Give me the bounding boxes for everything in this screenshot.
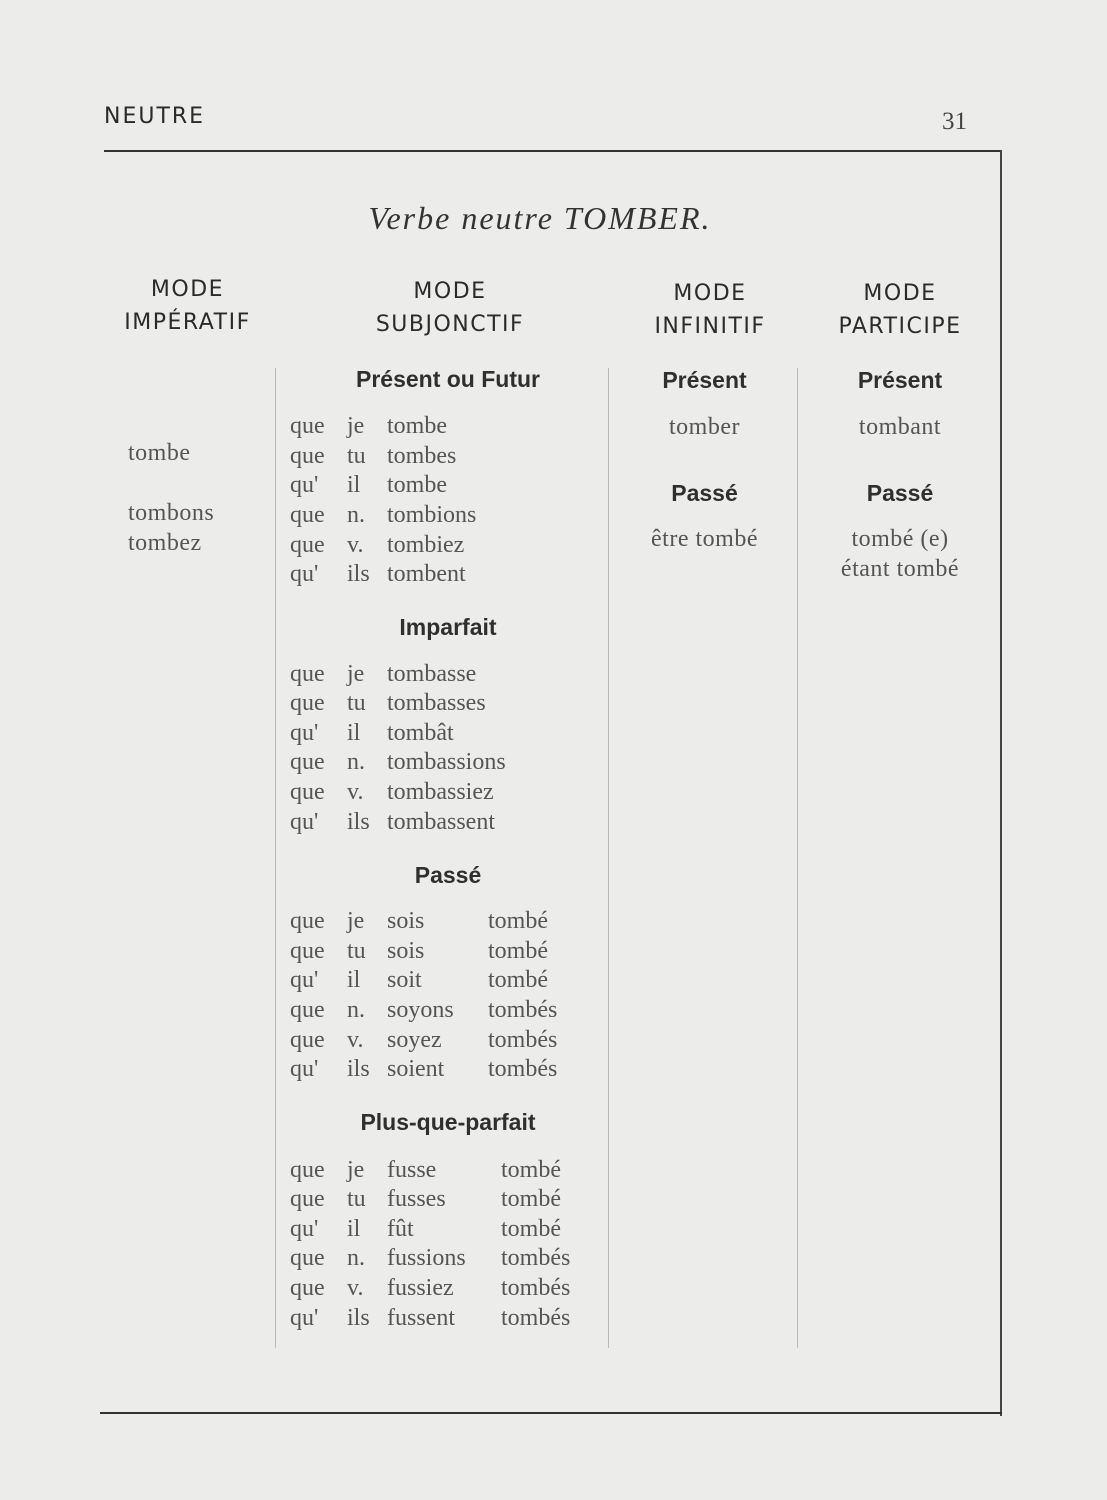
infinitif-passe-heading: Passé [671, 480, 738, 506]
conj-aux: fût [387, 1216, 414, 1242]
conj-word: qu' [290, 1216, 319, 1242]
conj-verb: tombe [387, 413, 447, 439]
conj-participle: tombé [501, 1157, 561, 1183]
conj-pronoun: je [347, 908, 365, 934]
conj-participle: tombé [501, 1186, 561, 1212]
conj-word: qu' [290, 809, 319, 835]
conj-pronoun: v. [347, 1275, 364, 1301]
conj-word: que [290, 749, 325, 775]
conj-pronoun: je [347, 1157, 365, 1183]
conj-aux: fusses [387, 1186, 446, 1212]
conj-pronoun: il [347, 967, 361, 993]
conj-pronoun: tu [347, 443, 366, 469]
conj-word: que [290, 1186, 325, 1212]
conj-verb: tombassiez [387, 779, 494, 805]
conj-pronoun: v. [347, 1027, 364, 1053]
conj-pronoun: tu [347, 690, 366, 716]
mode-name: SUBJONCTIF [375, 312, 525, 337]
conj-participle: tombés [488, 1027, 558, 1053]
conj-pronoun: ils [347, 1305, 370, 1331]
conj-pronoun: je [347, 661, 365, 687]
page-number: 31 [942, 108, 967, 135]
conj-pronoun: tu [347, 938, 366, 964]
conj-word: qu' [290, 472, 319, 498]
section-heading-imparfait: Imparfait [399, 614, 497, 640]
conj-verb: tombent [387, 561, 466, 587]
conj-pronoun: tu [347, 1186, 366, 1212]
conj-participle: tombé [501, 1216, 561, 1242]
conj-participle: tombés [488, 997, 558, 1023]
conj-aux: sois [387, 908, 425, 934]
conj-word: que [290, 1157, 325, 1183]
conj-pronoun: v. [347, 532, 364, 558]
participe-present-form: tombant [858, 414, 942, 440]
conj-word: que [290, 661, 325, 687]
imperatif-form: tombe [128, 440, 191, 466]
conj-word: que [290, 502, 325, 528]
mode-name: IMPÉRATIF [124, 310, 251, 335]
conj-pronoun: ils [347, 1056, 370, 1082]
conj-verb: tombasse [387, 661, 477, 687]
infinitif-passe-form: être tombé [651, 526, 758, 552]
section-heading-plus-que-parfait: Plus-que-parfait [360, 1109, 536, 1135]
column-separator [797, 368, 798, 1348]
conj-word: que [290, 690, 325, 716]
mode-label: MODE [863, 281, 937, 306]
conj-aux: fusse [387, 1157, 437, 1183]
conj-pronoun: je [347, 413, 365, 439]
participe-passe-form: tombé (e) [851, 526, 949, 552]
bottom-rule [100, 1412, 1002, 1414]
section-heading-present: Présent ou Futur [355, 366, 540, 392]
mode-label: MODE [150, 277, 225, 302]
participe-present-heading: Présent [857, 367, 943, 393]
conj-aux: soient [387, 1056, 445, 1082]
conj-aux: fussions [387, 1245, 466, 1271]
section-heading-passe: Passé [414, 862, 482, 888]
column-heading-participe [810, 277, 990, 343]
conj-verb: tombes [387, 443, 457, 469]
conj-pronoun: n. [347, 749, 365, 775]
conj-word: qu' [290, 720, 319, 746]
conj-participle: tombé [488, 938, 548, 964]
conj-pronoun: v. [347, 779, 364, 805]
conj-verb: tombions [387, 502, 477, 528]
column-separator [608, 368, 609, 1348]
conj-participle: tombés [488, 1056, 558, 1082]
conj-word: que [290, 413, 325, 439]
column-heading-imperatif [95, 273, 280, 339]
conj-pronoun: il [347, 720, 361, 746]
conj-verb: tombassions [387, 749, 506, 775]
conj-verb: tombât [387, 720, 454, 746]
conj-word: que [290, 1245, 325, 1271]
page-title: Verbe neutre TOMBER. [368, 200, 712, 236]
conj-pronoun: ils [347, 561, 370, 587]
conj-word: que [290, 1027, 325, 1053]
conj-word: que [290, 908, 325, 934]
conj-word: que [290, 532, 325, 558]
mode-label: MODE [413, 279, 487, 304]
conj-verb: tombasses [387, 690, 486, 716]
conj-aux: fussiez [387, 1275, 454, 1301]
infinitif-present-form: tomber [669, 414, 740, 440]
conj-pronoun: il [347, 1216, 361, 1242]
conj-word: qu' [290, 1305, 319, 1331]
conj-aux: soit [387, 967, 422, 993]
conj-word: que [290, 779, 325, 805]
imperatif-form: tombez [128, 530, 202, 556]
conj-aux: sois [387, 938, 425, 964]
conj-participle: tombés [501, 1305, 571, 1331]
mode-name: PARTICIPE [838, 314, 962, 339]
conj-aux: fussent [387, 1305, 455, 1331]
conj-word: que [290, 997, 325, 1023]
conj-participle: tombé [488, 908, 548, 934]
conj-word: qu' [290, 561, 319, 587]
conj-participle: tombés [501, 1245, 571, 1271]
conj-word: qu' [290, 1056, 319, 1082]
conj-aux: soyez [387, 1027, 442, 1053]
conj-verb: tombassent [387, 809, 495, 835]
conj-pronoun: n. [347, 1245, 365, 1271]
conj-word: que [290, 1275, 325, 1301]
conj-word: qu' [290, 967, 319, 993]
infinitif-present-heading: Présent [662, 367, 747, 393]
conj-pronoun: ils [347, 809, 370, 835]
conj-pronoun: n. [347, 997, 365, 1023]
mode-name: INFINITIF [654, 314, 766, 339]
conj-participle: tombé [488, 967, 548, 993]
column-heading-infinitif [625, 277, 795, 343]
participe-passe-heading: Passé [866, 480, 934, 506]
conj-word: que [290, 443, 325, 469]
conj-verb: tombiez [387, 532, 465, 558]
column-separator [275, 368, 276, 1348]
conj-pronoun: il [347, 472, 361, 498]
participe-passe-form: étant tombé [840, 556, 960, 582]
running-header: NEUTRE [104, 104, 206, 129]
conj-participle: tombés [501, 1275, 571, 1301]
conj-verb: tombe [387, 472, 447, 498]
conj-aux: soyons [387, 997, 454, 1023]
top-rule [104, 150, 1002, 152]
imperatif-form: tombons [128, 500, 215, 526]
column-heading-subjonctif [345, 275, 555, 341]
mode-label: MODE [673, 281, 747, 306]
right-rule [1000, 150, 1002, 1416]
conj-word: que [290, 938, 325, 964]
conj-pronoun: n. [347, 502, 365, 528]
